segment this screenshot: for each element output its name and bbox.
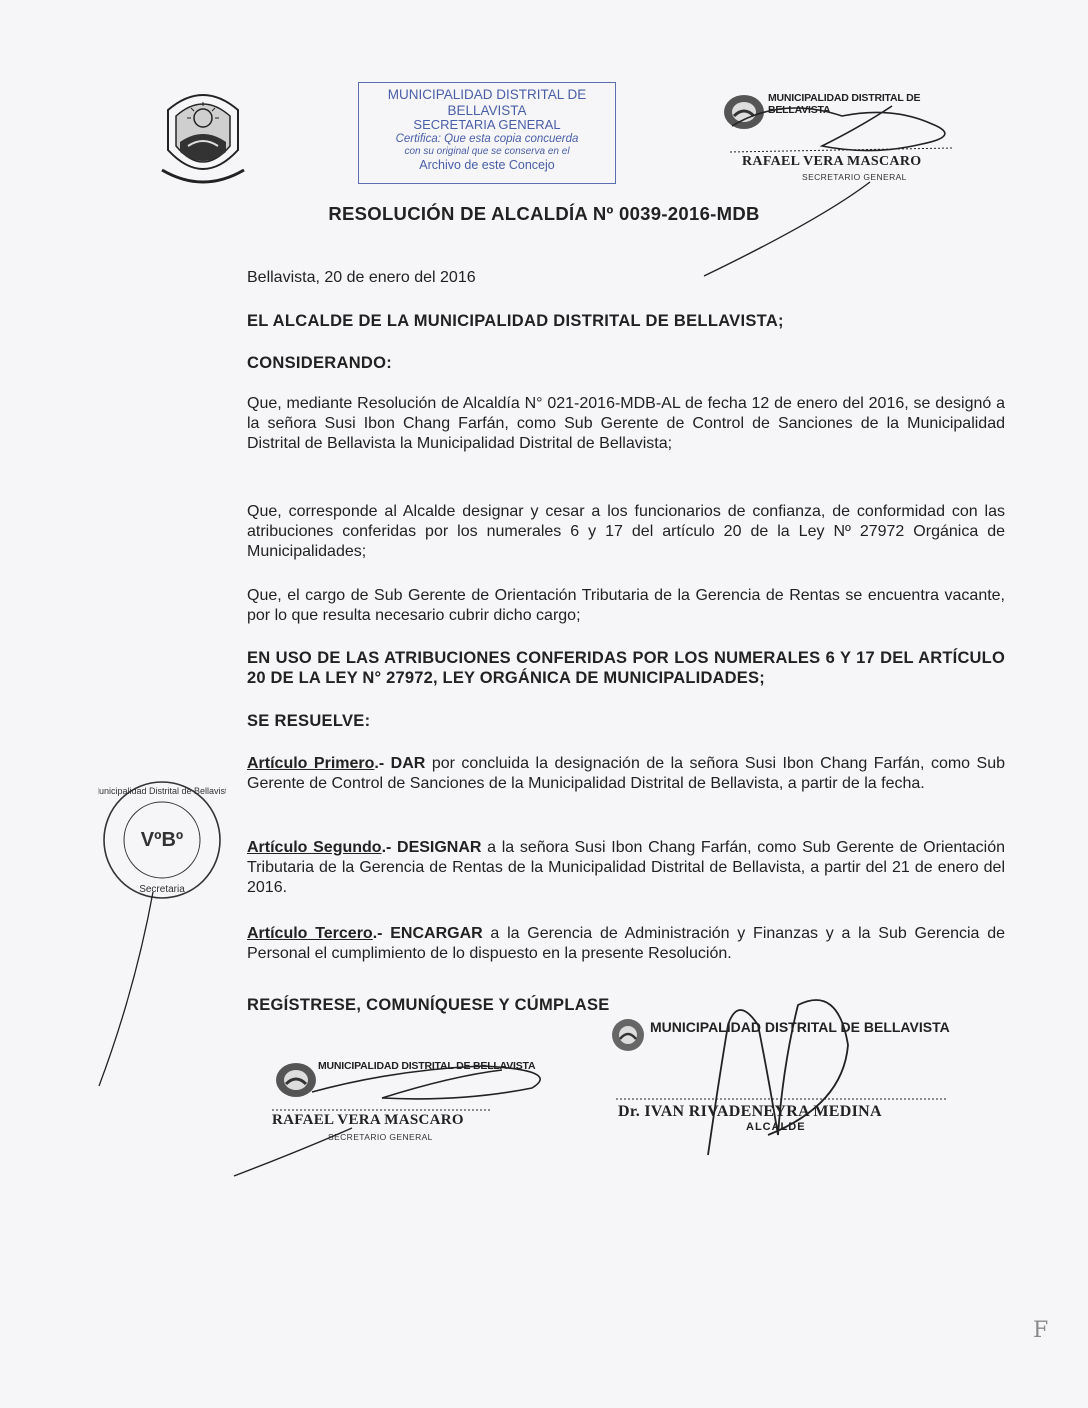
right-handwritten-signature (608, 985, 968, 1165)
left-signature-block (232, 1040, 562, 1180)
considerando-paragraph-1: Que, mediante Resolución de Alcaldía N° 021-2016-MDB-AL de fecha 12 de enero del 2016, se designó a la señora Susi Ibon Chang Farfán, como Sub Gerente de Control de Sanciones de la Municipalidad Distrital de Bellavista la Municipalidad Distrital de Bellavista; (247, 395, 1005, 452)
top-handwritten-signature (722, 86, 982, 186)
se-resuelve-heading: SE RESUELVE: (247, 712, 371, 730)
right-signature-block (608, 985, 968, 1165)
article-second-verb: DESIGNAR (397, 839, 482, 856)
vobo-bottom-text: Secretaria (139, 884, 185, 895)
margin-pen-stroke (95, 890, 155, 1090)
vobo-outer-text: Municipalidad Distrital de Bellavista (98, 786, 226, 796)
stamp-municipality: MUNICIPALIDAD DISTRITAL DE BELLAVISTA (387, 87, 587, 118)
left-signer-role: SECRETARIO GENERAL (328, 1132, 433, 1142)
left-seal-municipality: MUNICIPALIDAD DISTRITAL DE BELLAVISTA (318, 1060, 536, 1072)
top-seal-municipality: MUNICIPALIDAD DISTRITAL DE BELLAVISTA (768, 92, 921, 116)
considerando-paragraph-2: Que, corresponde al Alcalde designar y cesar a los funcionarios de confianza, de conformidad con las atribuciones conferidas por los numerales 6 y 17 del artículo 20 de la Ley Nº 27972 Orgánica de Municipalidades; (247, 503, 1005, 560)
article-first-verb: DAR (390, 755, 426, 772)
stamp-original: con su original que se conserva en el (404, 146, 570, 158)
signature-tail-stroke (700, 180, 880, 280)
vobo-center-text: VºBº (140, 829, 184, 851)
right-signer-role: ALCALDE (746, 1121, 806, 1133)
article-second (247, 838, 1005, 898)
stamp-certifica: Certifica: Que esta copia concuerda (395, 132, 579, 145)
resolution-title: RESOLUCIÓN DE ALCALDÍA Nº 0039-2016-MDB (328, 203, 760, 224)
left-handwritten-signature (232, 1040, 562, 1180)
stamp-secretaria: SECRETARIA GENERAL (413, 117, 561, 133)
article-third-sep: .- (372, 925, 391, 942)
considerando-heading: CONSIDERANDO: (247, 354, 393, 372)
article-third-label: Artículo Tercero (247, 925, 373, 942)
closing-formula: REGÍSTRESE, COMUNÍQUESE Y CÚMPLASE (247, 996, 610, 1014)
article-second-sep: .- (381, 839, 398, 856)
article-second-label: Artículo Segundo (247, 839, 382, 856)
top-signature-seal (722, 86, 982, 186)
article-third-verb: ENCARGAR (390, 925, 483, 942)
top-seal-role: SECRETARIO GENERAL (802, 172, 907, 182)
stamp-archivo: Archivo de este Concejo (419, 157, 555, 172)
authority-heading: EL ALCALDE DE LA MUNICIPALIDAD DISTRITAL DE BELLAVISTA; (247, 312, 784, 330)
en-uso-clause: EN USO DE LAS ATRIBUCIONES CONFERIDAS POR LOS NUMERALES 6 Y 17 DEL ARTÍCULO 20 DE LA LEY N° 27972, LEY ORGÁNICA DE MUNICIPALIDADES; (247, 649, 1005, 687)
municipal-crest-logo (158, 80, 248, 188)
article-first-text: por concluida la designación de la señora Susi Ibon Chang Farfán, como Sub Gerente de Control de Sanciones de la Municipalidad Distrital de Bellavista, a partir de la fecha. (247, 755, 1006, 792)
considerando-paragraph-3: Que, el cargo de Sub Gerente de Orientación Tributaria de la Gerencia de Rentas se encuentra vacante, por lo que resulta necesario cubrir dicho cargo; (247, 587, 1005, 624)
place-date: Bellavista, 20 de enero del 2016 (247, 269, 476, 286)
article-first-label: Artículo Primero (247, 755, 375, 772)
article-third (247, 924, 1005, 964)
page-mark: F (1033, 1318, 1049, 1343)
article-first-sep: .- (374, 755, 391, 772)
top-seal-name: RAFAEL VERA MASCARO (742, 154, 922, 169)
article-second-text: a la señora Susi Ibon Chang Farfán, como Sub Gerente de Orientación Tributaria de la Gerencia de Rentas de la Municipalidad Distrital de Bellavista, a partir del 21 de enero del 2016. (247, 839, 1005, 896)
article-third-text: a la Gerencia de Administración y Finanzas y a la Sub Gerencia de Personal el cumplimiento de lo dispuesto en la presente Resolución. (247, 925, 1005, 962)
right-signer-name: Dr. IVAN RIVADENEYRA MEDINA (618, 1103, 882, 1120)
article-first (247, 754, 1005, 794)
vobo-round-stamp (98, 776, 226, 904)
certified-copy-stamp (358, 82, 616, 184)
left-signer-name: RAFAEL VERA MASCARO (272, 1112, 464, 1128)
right-seal-municipality: MUNICIPALIDAD DISTRITAL DE BELLAVISTA (650, 1019, 950, 1035)
